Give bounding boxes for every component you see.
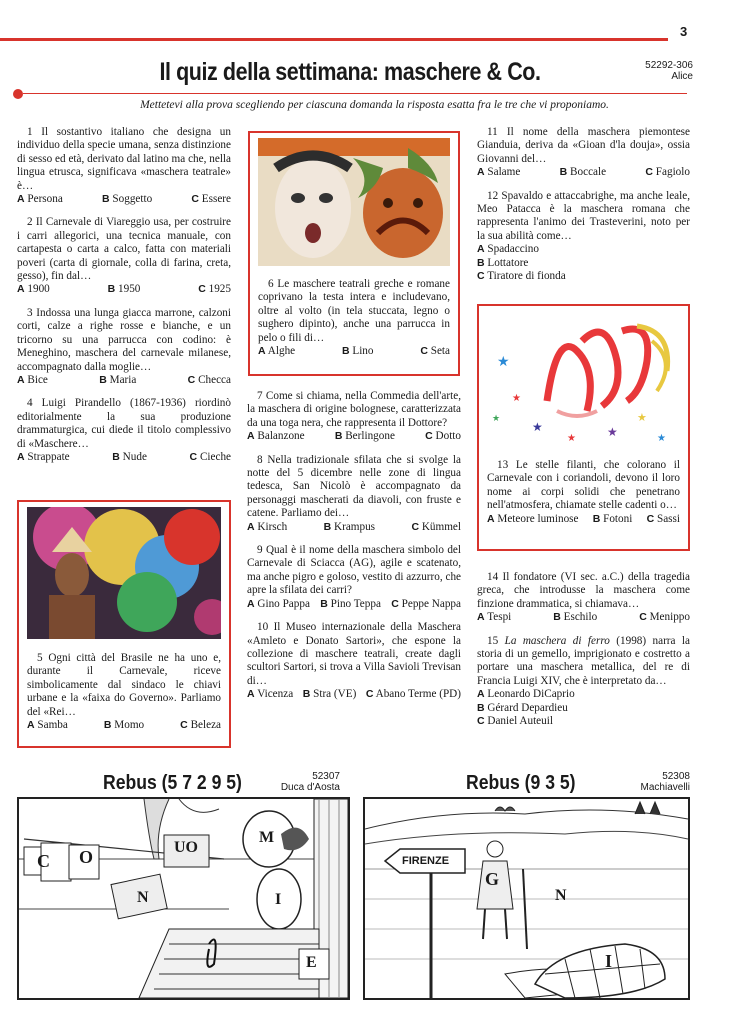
- svg-text:★: ★: [532, 420, 543, 434]
- rebus-2-panel: [363, 797, 690, 1000]
- question-7: [247, 390, 461, 444]
- answer-c[interactable]: C Cieche: [189, 450, 231, 463]
- question-text: 1 Il sostantivo italiano che designa un individuo della specie umana, senza distinzione di sesso ed età, derivato dal latino ma che, nella lingua etrusca, significava «maschera teatrale» è…: [17, 126, 231, 192]
- carnival-dancer-image: [27, 507, 221, 639]
- question-text: 12 Spavaldo e attaccabrighe, ma anche leale, Meo Patacca è la maschera romana che rappresenta l'animo dei Trasteverini, noto per la sua abilità come…: [477, 189, 690, 242]
- answer-b[interactable]: B Stra (VE): [302, 688, 357, 701]
- question-2: [17, 216, 231, 296]
- bullet-dot: [13, 89, 23, 99]
- rebus-1-credit: [270, 771, 340, 793]
- question-15: [477, 635, 690, 729]
- question-text: 2 Il Carnevale di Viareggio usa, per costruire i carri allegorici, una tecnica manuale, con cartapesta o carta a calco, fatta con materiali poveri (carta di giornale, colla di farina, creta, gesso), fin dal…: [17, 216, 231, 283]
- answer-a[interactable]: A Leonardo DiCaprio: [477, 688, 575, 701]
- answer-options: [247, 430, 461, 443]
- question-1: [17, 126, 231, 206]
- quiz-code: 52292-306: [645, 60, 693, 71]
- question-text: 9 Qual è il nome della maschera simbolo del Carnevale di Sciacca (AG), agile e scatenato, ma anche pigro e goloso, vestito di azzurro, che apre la sfilata dei carri?: [247, 544, 461, 597]
- answer-a[interactable]: A Alghe: [258, 345, 296, 358]
- answer-options: [477, 688, 690, 728]
- answer-c[interactable]: C Menippo: [639, 611, 690, 624]
- answer-options: [247, 598, 461, 611]
- answer-a[interactable]: A 1900: [17, 283, 50, 296]
- answer-options: [477, 611, 690, 624]
- answer-b[interactable]: B Gérard Depardieu: [477, 701, 568, 714]
- svg-text:★: ★: [512, 393, 521, 404]
- answer-b[interactable]: B Fotoni: [592, 512, 633, 525]
- answer-options: [27, 719, 221, 732]
- answer-a[interactable]: A Kirsch: [247, 520, 288, 533]
- rebus-2-author: Machiavelli: [640, 782, 690, 793]
- rebus-2-drawing: [365, 799, 688, 998]
- answer-options: [477, 243, 690, 283]
- question-text: 14 Il fondatore (VI sec. a.C.) della tragedia greca, che introdusse la maschera come finzione drammatica, si chiamava…: [477, 571, 690, 610]
- answer-b[interactable]: B 1950: [107, 283, 141, 296]
- answer-a[interactable]: A Persona: [17, 193, 63, 206]
- answer-a[interactable]: A Spadaccino: [477, 243, 539, 256]
- question-text: 4 Luigi Pirandello (1867-1936) riordinò editorialmente la sua produzione drammaturgica, cui diede il titolo complessivo di «Maschere…: [17, 397, 231, 450]
- answer-b[interactable]: B Nude: [112, 450, 147, 463]
- answer-a[interactable]: A Strappate: [17, 450, 70, 463]
- answer-c[interactable]: C Checca: [187, 373, 231, 386]
- answer-a[interactable]: A Tespi: [477, 611, 512, 624]
- answer-a[interactable]: A Bice: [17, 373, 48, 386]
- svg-text:★: ★: [567, 433, 576, 444]
- theatre-masks-image: [258, 138, 450, 266]
- answer-a[interactable]: A Samba: [27, 719, 68, 732]
- rebus-2-letter: I: [605, 951, 613, 971]
- answer-c[interactable]: C Fagiolo: [645, 166, 690, 179]
- answer-c[interactable]: C Dotto: [425, 430, 461, 443]
- page-number: 3: [680, 24, 688, 39]
- question-6-box: [248, 131, 460, 376]
- rebus-2-title: Rebus (9 3 5): [466, 772, 576, 794]
- question-text: 10 Il Museo internazionale della Maschera «Amleto e Donato Sartori», che espone la collezione di maschere teatrali, create dagli scultori Sartori, si trova a Villa Savioli Trevisan di…: [247, 621, 461, 687]
- rebus-2-sign-label: FIRENZE: [402, 855, 450, 867]
- answer-c[interactable]: C Peppe Nappa: [391, 597, 461, 610]
- answer-b[interactable]: B Krampus: [323, 520, 376, 533]
- question-10: [247, 621, 461, 701]
- answer-b[interactable]: B Soggetto: [102, 193, 153, 206]
- answer-c[interactable]: C 1925: [198, 283, 231, 296]
- rebus-1-letter: I: [275, 891, 282, 908]
- answer-b[interactable]: B Maria: [99, 373, 137, 386]
- question-text: 3 Indossa una lunga giacca marrone, calzoni corti, calze a righe rosse e bianche, e un tricorno su una parrucca con codino: è Meneghino, maschera del carnevale milanese, accompagnato dalla moglie…: [17, 306, 231, 373]
- answer-b[interactable]: B Lottatore: [477, 256, 529, 269]
- question-text: 5 Ogni città del Brasile ne ha uno e, durante il Carnevale, riceve simbolicamente dal sindaco le chiavi urbane e la «faixa do Governo». Parliamo del «Rei…: [27, 652, 221, 718]
- rebus-1-letter: N: [137, 889, 149, 906]
- quiz-code-block: [645, 60, 693, 82]
- question-13-box: [477, 304, 690, 551]
- rebus-2-code: 52308: [662, 771, 690, 782]
- answer-a[interactable]: A Balanzone: [247, 430, 305, 443]
- rebus-1-code: 52307: [312, 771, 340, 782]
- answer-c[interactable]: C Kümmel: [411, 520, 461, 533]
- question-5-box: [17, 500, 231, 748]
- rebus-2-credit: [620, 771, 690, 793]
- answer-options: [487, 513, 680, 526]
- answer-options: [258, 345, 450, 358]
- rebus-2-letter: G: [485, 869, 500, 889]
- answer-b[interactable]: B Momo: [103, 719, 145, 732]
- page-title: Il quiz della settimana: maschere & Co.: [159, 58, 541, 86]
- svg-text:★: ★: [492, 413, 501, 423]
- answer-b[interactable]: B Eschilo: [553, 611, 598, 624]
- answer-a[interactable]: A Gino Pappa: [247, 597, 310, 610]
- rebus-1-letter: M: [259, 829, 275, 846]
- question-text: 15 La maschera di ferro (1998) narra la storia di un gemello, imprigionato e costretto a portare una maschera metallica, del re di Francia Luigi XIV, che è interpretato da…: [477, 634, 690, 687]
- question-8: [247, 454, 461, 534]
- answer-options: [247, 521, 461, 534]
- answer-c[interactable]: C Sassi: [646, 512, 680, 525]
- answer-c[interactable]: C Daniel Auteuil: [477, 715, 553, 728]
- question-text: 6 Le maschere teatrali greche e romane coprivano la testa intera e includevano, oltre al volto (in tela stuccata, legno o sughero dipinto), anche una parrucca in pelo o fili di…: [258, 278, 450, 344]
- answer-c[interactable]: C Abano Terme (PD): [365, 688, 461, 701]
- answer-options: [477, 166, 690, 179]
- quiz-author: Alice: [671, 71, 693, 82]
- question-text: 13 Le stelle filanti, che colorano il Carnevale con i coriandoli, devono il loro nome ai corpi solidi che penetrano nell'atmosfera, chiamate stelle cadenti o…: [487, 459, 680, 512]
- streamers-image: [487, 311, 680, 451]
- question-text: 11 Il nome della maschera piemontese Gianduia, deriva da «Gioan d'la douja», ossia Giovanni del…: [477, 126, 690, 165]
- answer-a[interactable]: A Salame: [477, 166, 521, 179]
- answer-c[interactable]: C Beleza: [180, 719, 221, 732]
- rebus-1-author: Duca d'Aosta: [280, 782, 340, 793]
- answer-options: [247, 688, 461, 701]
- rebus-2-letter: N: [555, 887, 567, 904]
- column-3-bottom: [477, 571, 690, 728]
- answer-b[interactable]: B Lino: [341, 345, 374, 358]
- answer-b[interactable]: B Berlingone: [334, 430, 395, 443]
- question-13: [487, 459, 680, 526]
- svg-text:★: ★: [607, 425, 618, 439]
- answer-options: [17, 374, 231, 387]
- question-11: [477, 126, 690, 180]
- rebus-1-title: Rebus (5 7 2 9 5): [103, 772, 242, 794]
- question-text: 8 Nella tradizionale sfilata che si svolge la notte del 5 dicembre nelle zone di lingua tedesca, San Nicolò è accompagnato da personaggi mascherati da diavoli, con fruste e catene. Parliamo dei…: [247, 453, 461, 520]
- question-12: [477, 190, 690, 284]
- rebus-1-drawing: [19, 799, 348, 998]
- answer-options: [17, 193, 231, 206]
- rebus-1-letter: C: [37, 851, 50, 871]
- rebus-1-letter: O: [79, 847, 94, 867]
- question-6: [258, 278, 450, 358]
- answer-b[interactable]: B Pino Teppa: [320, 597, 381, 610]
- svg-text:★: ★: [657, 433, 666, 444]
- answer-options: [17, 283, 231, 296]
- top-rule: [0, 38, 668, 41]
- question-text: 7 Come si chiama, nella Commedia dell'arte, la maschera di origine bolognese, caratterizzata da una toga nera, che rappresenta il Dottore?: [247, 390, 461, 429]
- answer-a[interactable]: A Meteore luminose: [487, 512, 579, 525]
- question-5: [27, 652, 221, 732]
- answer-c[interactable]: C Tiratore di fionda: [477, 270, 566, 283]
- intro-text: Mettetevi alla prova scegliendo per ciascuna domanda la risposta esatta fra le tre che vi proponiamo.: [140, 99, 609, 111]
- svg-text:★: ★: [497, 355, 510, 370]
- rebus-1-letter: E: [306, 954, 317, 971]
- sub-rule: [23, 93, 687, 94]
- question-4: [17, 397, 231, 464]
- answer-options: [17, 451, 231, 464]
- answer-a[interactable]: A Vicenza: [247, 688, 294, 701]
- column-3: [477, 126, 690, 283]
- question-3: [17, 307, 231, 387]
- svg-text:★: ★: [637, 412, 647, 424]
- answer-c[interactable]: C Essere: [191, 193, 231, 206]
- answer-c[interactable]: C Seta: [420, 345, 450, 358]
- question-9: [247, 544, 461, 611]
- column-1: [17, 126, 231, 464]
- column-2: [247, 390, 461, 702]
- rebus-1-panel: [17, 797, 350, 1000]
- rebus-1-letter: UO: [174, 839, 198, 856]
- question-14: [477, 571, 690, 625]
- answer-b[interactable]: B Boccale: [559, 166, 607, 179]
